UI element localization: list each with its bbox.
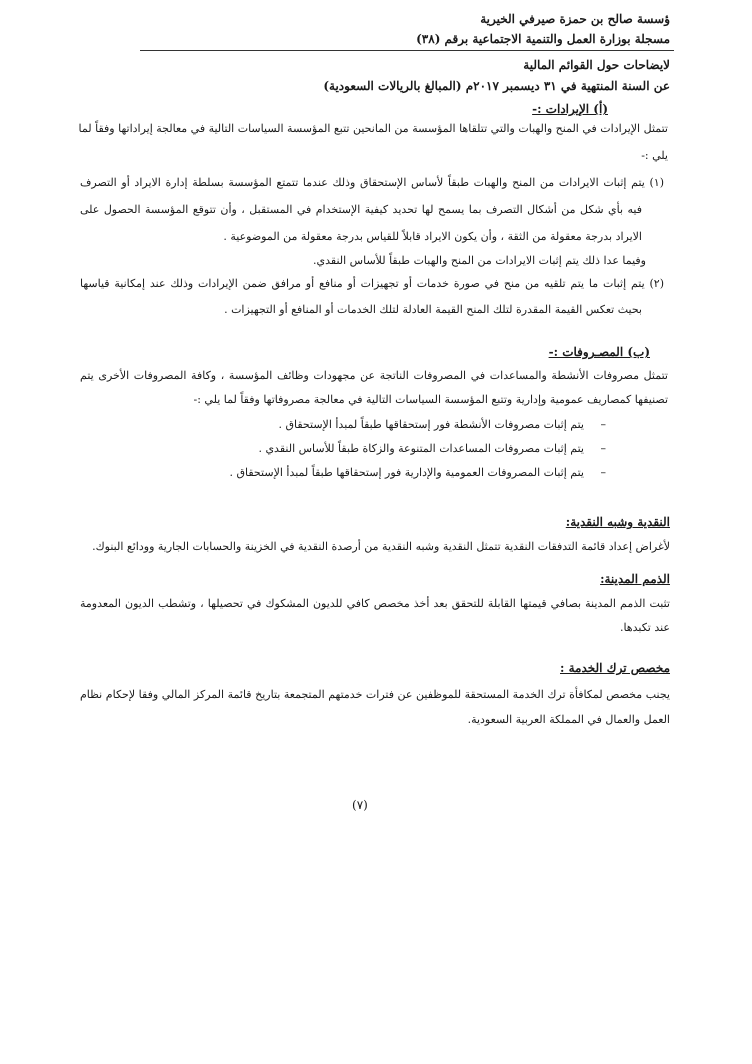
revenues-heading: (أ) الإيرادات :-	[532, 102, 608, 116]
org-registration: مسجلة بوزارة العمل والتنمية الاجتماعية برقم (٣٨)	[416, 32, 670, 46]
revenues-item2-line2: بحيث تعكس القيمة المقدرة لتلك المنح القيمة العادلة لتلك الخدمات أو المنافع أو التجهيزات .	[224, 303, 642, 316]
revenues-item1-line1: (١) يتم إثبات الايرادات من المنح والهبات طبقاً لأساس الإستحقاق وذلك عندما تتمتع المؤسسة بسلطة إدارة الايراد أو التصرف	[80, 176, 664, 189]
revenues-item2-line1: (٢) يتم إثبات ما يتم تلقيه من منح في صورة خدمات أو تجهيزات أو منافع أو مرافق ضمن الإيرادات وذلك عند إمكانية قياسها	[80, 277, 664, 290]
expense-bullet-1: يتم إثبات مصروفات الأنشطة فور إستحقاقها طبقاً لمبدأ الإستحقاق .	[278, 418, 584, 431]
page-number: (٧)	[352, 798, 368, 812]
period-title: عن السنة المنتهية في ٣١ ديسمبر ٢٠١٧م (المبالغ بالريالات السعودية)	[323, 79, 670, 93]
cash-body: لأغراض إعداد قائمة التدفقات النقدية تتمثل النقدية وشبه النقدية من أرصدة النقدية في الخزينة والحسابات الجارية وودائع البنوك.	[92, 540, 670, 553]
org-name: ؤسسة صالح بن حمزة صيرفي الخيرية	[480, 12, 670, 26]
expenses-intro-line1: تتمثل مصروفات الأنشطة والمساعدات في المصروفات الناتجة عن مجهودات وظائف المؤسسة ، وكافة المصروفات الأخرى يتم	[80, 369, 668, 382]
expense-bullet-2: يتم إثبات مصروفات المساعدات المتنوعة والزكاة طبقاً للأساس النقدي .	[258, 442, 584, 455]
cash-heading: النقدية وشبه النقدية:	[565, 515, 670, 529]
expenses-intro-line2: تصنيفها كمصاريف عمومية وإدارية وتتبع المؤسسة السياسات التالية في معالجة مصروفاتها وفقاً لما يلي :-	[193, 393, 668, 406]
receivables-heading: الذمم المدينة:	[600, 572, 670, 586]
bullet-dash: –	[600, 442, 606, 455]
end-of-service-body-line2: العمل والعمال في المملكة العربية السعودية.	[467, 713, 670, 726]
revenues-item1-line3: الايراد بدرجة معقولة من الثقة ، وأن يكون الايراد قابلاً للقياس بدرجة معقولة من الموضوعية .	[223, 230, 642, 243]
notes-title: لايضاحات حول القوائم المالية	[523, 58, 670, 72]
header-divider	[140, 50, 674, 51]
revenues-intro-line1: تتمثل الإيرادات في المنح والهبات والتي تتلقاها المؤسسة من المانحين تتبع المؤسسة السياسات التالية في معالجة إيراداتها وفقاً لما	[78, 122, 668, 135]
revenues-intro-line2: يلي :-	[641, 149, 668, 162]
receivables-body-line2: عند تكبدها.	[619, 621, 670, 634]
expense-bullet-3: يتم إثبات المصروفات العمومية والإدارية فور إستحقاقها طبقاً لمبدأ الإستحقاق .	[229, 466, 584, 479]
end-of-service-body-line1: يجنب مخصص لمكافأة ترك الخدمة المستحقة للموظفين عن فترات خدمتهم المتجمعة بتاريخ قائمة المركز المالي وفقا لإحكام نظام	[80, 688, 670, 701]
revenues-item1-line4: وفيما عدا ذلك يتم إثبات الايرادات من المنح والهبات طبقاً للأساس النقدي.	[313, 254, 646, 267]
revenues-item1-line2: فيه بأي شكل من أشكال التصرف بما يسمح لها تحديد كيفية الإستخدام في المستقبل ، وأن تتوقع المؤسسة الحصول على	[80, 203, 642, 216]
expenses-heading: (ب) المصـروفات :-	[548, 345, 650, 359]
bullet-dash: –	[600, 466, 606, 479]
bullet-dash: –	[600, 418, 606, 431]
receivables-body-line1: تثبت الذمم المدينة بصافي قيمتها القابلة للتحقق بعد أخذ مخصص كافي للديون المشكوك في تحصيلها ، وتشطب الديون المعدومة	[80, 597, 670, 610]
end-of-service-heading: مخصص ترك الخدمة :	[560, 661, 670, 675]
